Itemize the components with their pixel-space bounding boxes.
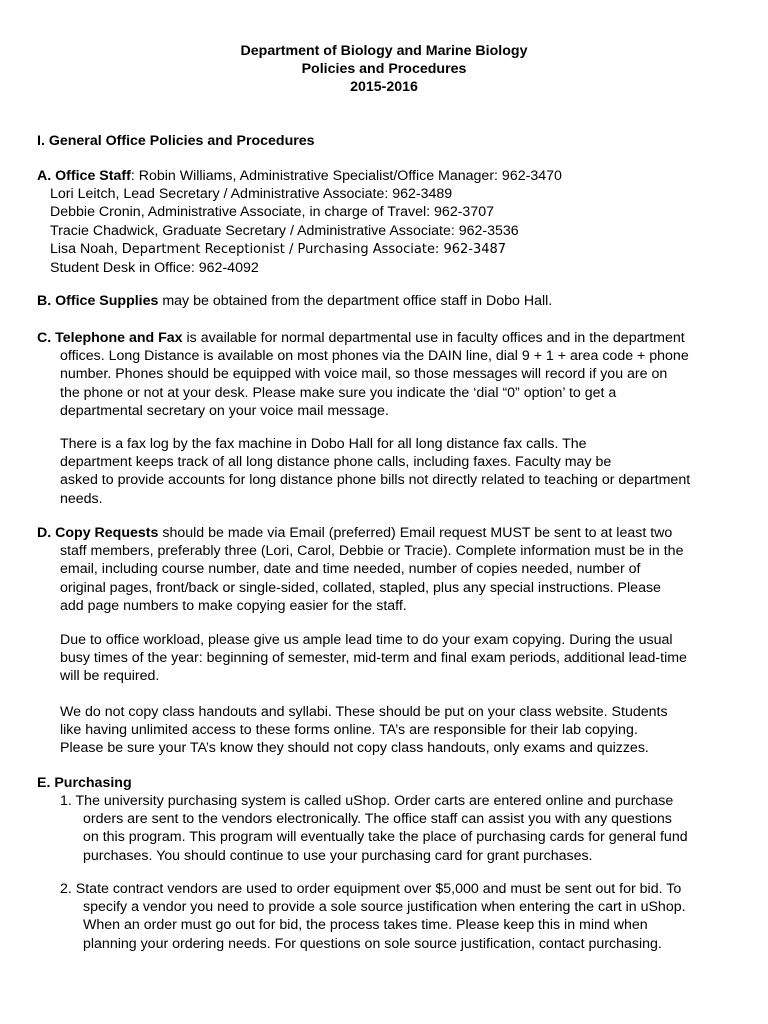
document-header	[0, 42, 768, 97]
telephone-fax-line: number. Phones should be equipped with voice mail, so those messages will record if you are on	[60, 366, 668, 383]
staff-line: Debbie Cronin, Administrative Associate, in charge of Travel: 962-3707	[50, 204, 494, 221]
office-staff-section	[37, 167, 737, 277]
exam-copying-paragraph	[37, 631, 737, 686]
student-desk-line: Student Desk in Office: 962-4092	[50, 260, 259, 277]
purchasing-item-1-first: 1. The university purchasing system is called uShop. Order carts are entered online and purchase	[60, 793, 674, 809]
office-supplies-section	[37, 292, 737, 310]
fax-log-line: needs.	[60, 490, 103, 507]
staff-line-receptionist	[37, 240, 737, 259]
telephone-fax-line: the phone or not at your desk. Please make sure you indicate the ‘dial “0” option’ to get a	[60, 384, 617, 401]
purchasing-item-1	[37, 792, 737, 865]
telephone-fax-section	[37, 329, 737, 420]
header-year: 2015-2016	[350, 79, 418, 96]
handouts-line: We do not copy class handouts and syllabi. These should be put on your class website. Students	[60, 704, 668, 720]
handouts-paragraph	[37, 703, 737, 758]
handouts-line: like having unlimited access to these forms online. TA’s are responsible for their lab copying.	[60, 722, 638, 739]
staff-line: Tracie Chadwick, Graduate Secretary / Administrative Associate: 962-3536	[50, 222, 519, 239]
copy-requests-line: original pages, front/back or single-sided, collated, stapled, plus any special instructions. Please	[60, 579, 661, 596]
office-supplies-text: may be obtained from the department office staff in Dobo Hall.	[158, 293, 553, 309]
copy-requests-text: should be made via Email (preferred) Email request MUST be sent to at least two	[158, 525, 673, 541]
fax-log-line: asked to provide accounts for long distance phone bills not directly related to teaching or department	[60, 472, 691, 489]
copy-requests-line: email, including course number, date and time needed, number of copies needed, number of	[60, 561, 641, 578]
receptionist-role: Department Receptionist / Purchasing Associate: 962-3487	[121, 241, 507, 257]
office-staff-manager: : Robin Williams, Administrative Specialist/Office Manager: 962-3470	[130, 168, 562, 184]
exam-copying-line: busy times of the year: beginning of semester, mid-term and final exam periods, additional lead-time	[60, 650, 687, 667]
purchasing-item-1-line: orders are sent to the vendors electronically. The office staff can assist you with any questions	[83, 811, 672, 828]
office-supplies-label: B. Office Supplies	[37, 293, 159, 309]
purchasing-item-2	[37, 880, 737, 953]
header-department: Department of Biology and Marine Biology	[240, 43, 528, 59]
handouts-line: Please be sure your TA’s know they should not copy class handouts, only exams and quizzes.	[60, 740, 649, 757]
copy-requests-line: staff members, preferably three (Lori, Carol, Debbie or Tracie). Complete information must be in the	[60, 543, 684, 560]
telephone-fax-label: C. Telephone and Fax	[37, 330, 183, 346]
telephone-fax-line: departmental secretary on your voice mail message.	[60, 402, 389, 419]
telephone-fax-line-1	[37, 329, 737, 347]
staff-line: Lori Leitch, Lead Secretary / Administrative Associate: 962-3489	[50, 186, 453, 203]
receptionist-name: Lisa Noah,	[50, 240, 122, 257]
purchasing-item-1-line: on this program. This program will eventually take the place of purchasing cards for general fund	[83, 829, 688, 846]
office-supplies-line	[37, 292, 737, 310]
purchasing-item-2-first: 2. State contract vendors are used to order equipment over $5,000 and must be sent out for bid. To	[60, 881, 682, 897]
exam-copying-line: Due to office workload, please give us ample lead time to do your exam copying. During the usual	[60, 632, 673, 648]
purchasing-item-2-line: planning your ordering needs. For questions on sole source justification, contact purchasing.	[83, 935, 662, 952]
office-staff-label: A. Office Staff	[37, 168, 131, 184]
purchasing-item-2-line: specify a vendor you need to provide a sole source justification when entering the cart in uShop.	[83, 899, 686, 916]
telephone-fax-text: is available for normal departmental use in faculty offices and in the department	[182, 330, 685, 346]
copy-requests-label: D. Copy Requests	[37, 525, 159, 541]
office-staff-line-1	[37, 167, 737, 185]
purchasing-heading: E. Purchasing	[37, 775, 132, 791]
header-title: Policies and Procedures	[301, 61, 467, 78]
copy-requests-line-1	[37, 524, 737, 542]
copy-requests-section	[37, 524, 737, 615]
exam-copying-line: will be required.	[60, 668, 160, 685]
purchasing-item-1-line: purchases. You should continue to use your purchasing card for grant purchases.	[83, 847, 593, 864]
copy-requests-line: add page numbers to make copying easier for the staff.	[60, 597, 407, 614]
fax-log-line: There is a fax log by the fax machine in Dobo Hall for all long distance fax calls. The	[60, 436, 587, 452]
purchasing-item-2-line: When an order must go out for bid, the process takes time. Please keep this in mind when	[83, 917, 648, 934]
section-heading-general-office: I. General Office Policies and Procedures	[37, 133, 315, 149]
telephone-fax-line: offices. Long Distance is available on most phones via the DAIN line, dial 9 + 1 + area code + phone	[60, 348, 689, 365]
fax-log-paragraph	[37, 435, 737, 508]
fax-log-line: department keeps track of all long distance phone calls, including faxes. Faculty may be	[60, 454, 612, 471]
